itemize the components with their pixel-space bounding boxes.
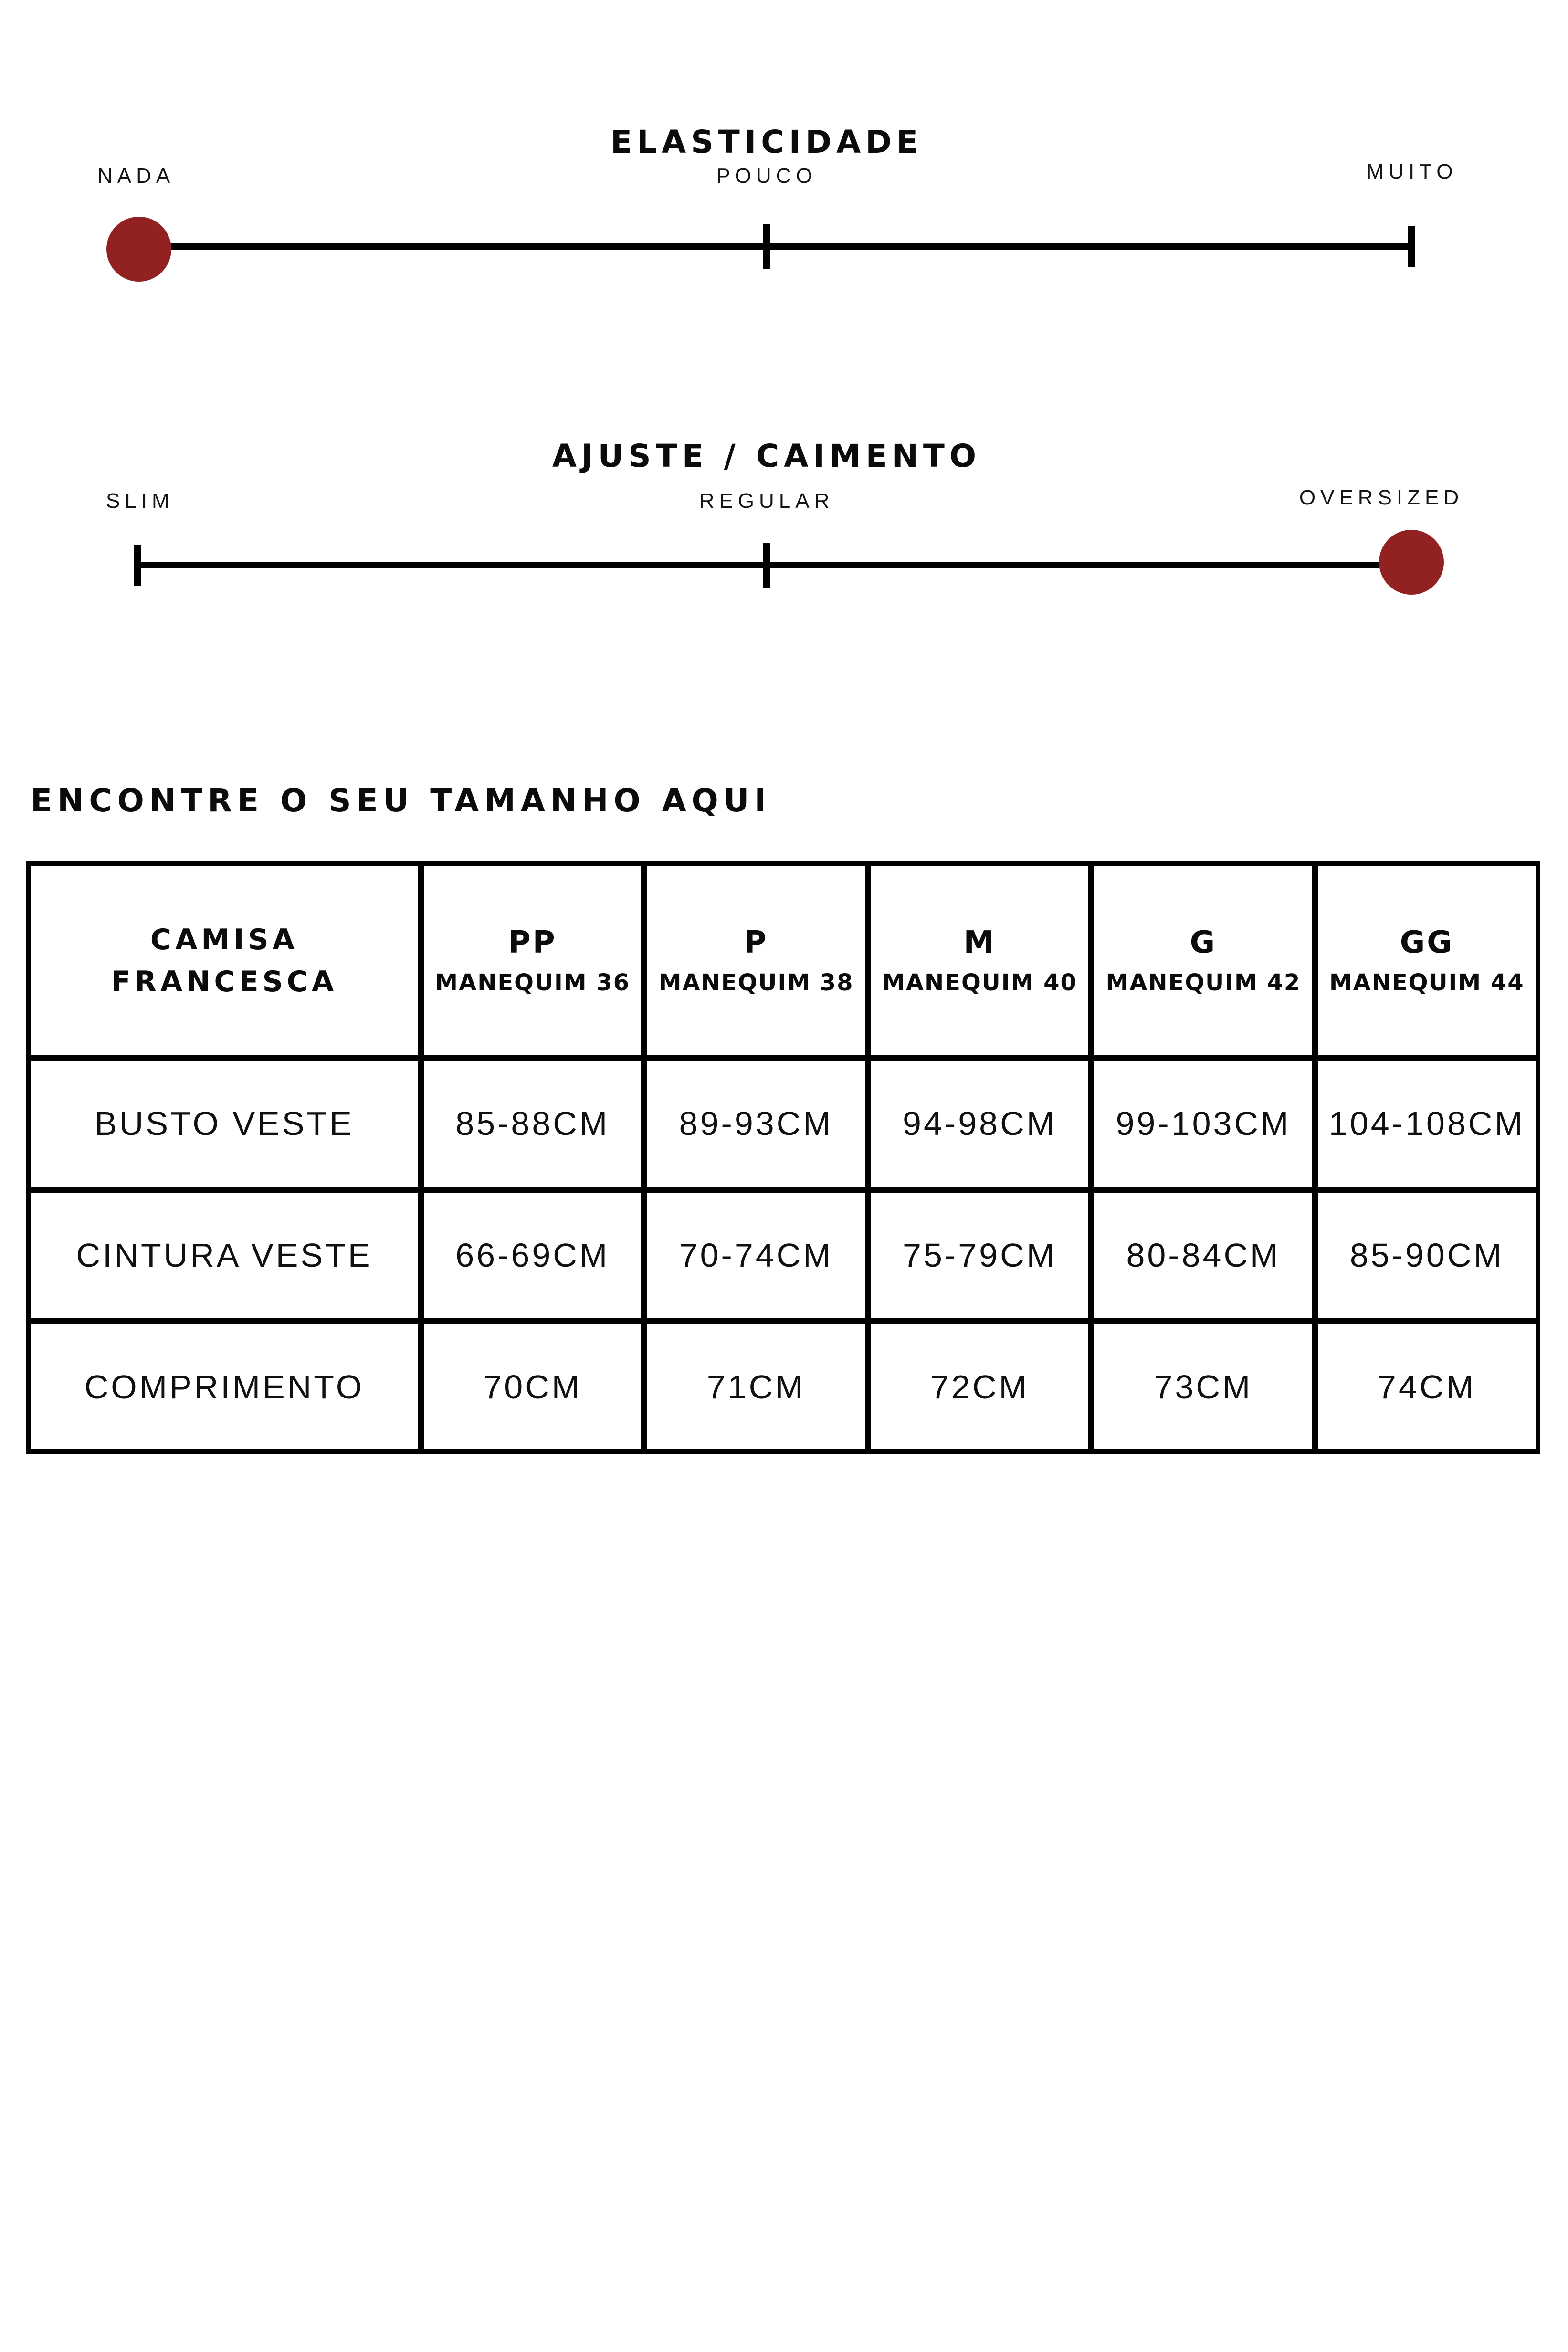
- product-name-line2: FRANCESCA: [111, 965, 338, 998]
- table-header-pp: [424, 866, 641, 1055]
- mannequin-label: MANEQUIM 40: [882, 969, 1077, 996]
- elasticity-label-pouco: POUCO: [716, 164, 817, 188]
- table-header-p: [647, 866, 864, 1055]
- mannequin-label: MANEQUIM 44: [1329, 969, 1525, 996]
- table-value: 80-84CM: [1094, 1193, 1312, 1318]
- row-label-busto: BUSTO VESTE: [31, 1061, 418, 1186]
- row-label-cintura: CINTURA VESTE: [31, 1193, 418, 1318]
- elasticity-track: [139, 243, 1412, 250]
- table-value: 71CM: [647, 1324, 864, 1449]
- fit-mid-tick: [763, 543, 770, 588]
- table-value: 73CM: [1094, 1324, 1312, 1449]
- fit-marker-dot: [1379, 530, 1444, 595]
- table-value: 75-79CM: [871, 1193, 1088, 1318]
- size-guide-heading: ENCONTRE O SEU TAMANHO AQUI: [31, 782, 771, 819]
- table-value: 70-74CM: [647, 1193, 864, 1318]
- table-value: 94-98CM: [871, 1061, 1088, 1186]
- table-header-m: [871, 866, 1088, 1055]
- fit-start-tick: [134, 545, 141, 586]
- size-code: G: [1189, 924, 1217, 960]
- size-code: PP: [508, 924, 557, 960]
- mannequin-label: MANEQUIM 42: [1105, 969, 1301, 996]
- elasticity-mid-tick: [763, 224, 770, 269]
- table-value: 85-88CM: [424, 1061, 641, 1186]
- fit-label-regular: REGULAR: [699, 489, 834, 513]
- table-value: 104-108CM: [1318, 1061, 1536, 1186]
- elasticity-label-muito: MUITO: [1366, 160, 1458, 183]
- table-value: 70CM: [424, 1324, 641, 1449]
- table-value: 74CM: [1318, 1324, 1536, 1449]
- fit-label-slim: SLIM: [106, 489, 174, 513]
- fit-title: AJUSTE / CAIMENTO: [552, 437, 981, 474]
- product-name-line1: CAMISA: [150, 923, 299, 956]
- fit-track: [137, 562, 1411, 568]
- size-code: P: [744, 924, 768, 960]
- table-value: 85-90CM: [1318, 1193, 1536, 1318]
- mannequin-label: MANEQUIM 36: [435, 969, 631, 996]
- elasticity-title: ELASTICIDADE: [610, 123, 923, 160]
- elasticity-label-nada: NADA: [97, 164, 175, 188]
- table-value: 89-93CM: [647, 1061, 864, 1186]
- row-label-comprimento: COMPRIMENTO: [31, 1324, 418, 1449]
- table-product-cell: [31, 866, 418, 1055]
- fit-label-oversized: OVERSIZED: [1299, 486, 1464, 509]
- mannequin-label: MANEQUIM 38: [658, 969, 854, 996]
- elasticity-marker-dot: [106, 217, 171, 282]
- size-code: GG: [1400, 924, 1454, 960]
- size-code: M: [963, 924, 996, 960]
- table-value: 99-103CM: [1094, 1061, 1312, 1186]
- table-header-g: [1094, 866, 1312, 1055]
- table-header-gg: [1318, 866, 1536, 1055]
- size-table: [26, 861, 1540, 1454]
- elasticity-end-tick: [1408, 226, 1415, 267]
- table-value: 72CM: [871, 1324, 1088, 1449]
- table-value: 66-69CM: [424, 1193, 641, 1318]
